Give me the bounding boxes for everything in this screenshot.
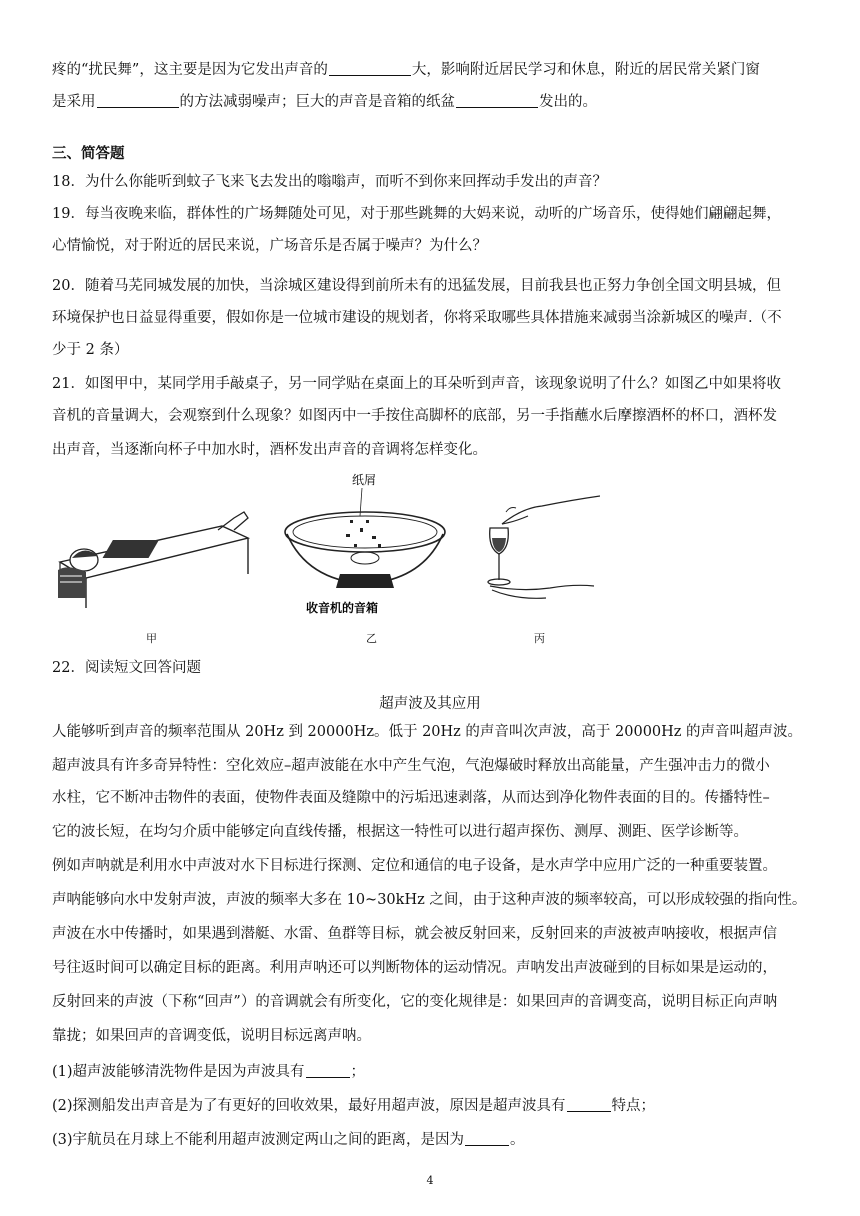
article-title: 超声波及其应用 bbox=[379, 696, 481, 712]
q17-text-2a: 是采用 bbox=[52, 94, 96, 110]
question-20-line-2: 环境保护也日益显得重要，假如你是一位城市建设的规划者，你将采取哪些具体措施来减弱当涂新城区的噪声.（不 bbox=[52, 310, 782, 326]
sub-question-2-end: 特点； bbox=[611, 1098, 656, 1114]
answer-blank-2[interactable] bbox=[567, 1097, 611, 1112]
article-line: 声波在水中传播时，如果遇到潜艇、水雷、鱼群等目标，就会被反射回来，反射回来的声波被声呐接收，根据声信 bbox=[52, 926, 777, 942]
q17-text-1b: 大，影响附近居民学习和休息，附近的居民常关紧门窗 bbox=[411, 62, 760, 78]
article-line: 它的波长短，在均匀介质中能够定向直线传播，根据这一特性可以进行超声探伤、测厚、测距、医学诊断等。 bbox=[52, 824, 748, 840]
sub-question-2 bbox=[52, 1096, 655, 1116]
figure-jia-table-illustration bbox=[52, 500, 252, 610]
sub-question-1-text: (1)超声波能够清洗物件是因为声波具有 bbox=[52, 1064, 305, 1080]
article-line: 例如声呐就是利用水中声波对水下目标进行探测、定位和通信的电子设备，是水声学中应用广泛的一种重要装置。 bbox=[52, 858, 777, 874]
caption-jia: 甲 bbox=[146, 632, 157, 645]
figure-yi-speaker-illustration bbox=[280, 472, 450, 622]
question-19-line-2: 心情愉悦，对于附近的居民来说，广场音乐是否属于噪声？为什么？ bbox=[52, 238, 487, 254]
sub-question-1-end: ； bbox=[350, 1064, 366, 1080]
question-20-line-3: 少于 2 条） bbox=[52, 342, 129, 358]
article-line: 人能够听到声音的频率范围从 20Hz 到 20000Hz。低于 20Hz 的声音叫次声波，高于 20000Hz 的声音叫超声波。 bbox=[52, 724, 803, 740]
label-radio-speaker: 收音机的音箱 bbox=[306, 601, 379, 615]
article-line: 靠拢；如果回声的音调变低，说明目标远离声呐。 bbox=[52, 1028, 371, 1044]
sub-question-1 bbox=[52, 1062, 365, 1082]
answer-blank-loudness[interactable] bbox=[329, 61, 411, 76]
answer-blank-3[interactable] bbox=[465, 1131, 509, 1146]
question-21-line-1: 21．如图甲中，某同学用手敲桌子，另一同学贴在桌面上的耳朵听到声音，该现象说明了什么？如图乙中如果将收 bbox=[52, 376, 781, 392]
sub-question-2-text: (2)探测船发出声音是为了有更好的回收效果，最好用超声波，原因是超声波具有 bbox=[52, 1098, 566, 1114]
q17-text-2b: 的方法减弱噪声；巨大的声音是音箱的纸盆 bbox=[179, 94, 455, 110]
sub-question-3-end: 。 bbox=[510, 1132, 525, 1148]
question-21-line-2: 音机的音量调大，会观察到什么现象？如图丙中一手按住高脚杯的底部，另一手指蘸水后摩擦酒杯的杯口，酒杯发 bbox=[52, 408, 777, 424]
answer-blank-vibration[interactable] bbox=[456, 93, 538, 108]
question-19-line-1: 19．每当夜晚来临，群体性的广场舞随处可见，对于那些跳舞的大妈来说，动听的广场音乐，使得她们翩翩起舞， bbox=[52, 206, 781, 222]
sub-question-3 bbox=[52, 1130, 525, 1150]
q17-line-2 bbox=[52, 92, 597, 112]
question-22-title: 22．阅读短文回答问题 bbox=[52, 660, 201, 676]
article-line: 水柱，它不断冲击物件的表面，使物件表面及缝隙中的污垢迅速剥落，从而达到净化物件表面的目的。传播特性– bbox=[52, 790, 770, 806]
article-line: 反射回来的声波（下称“回声”）的音调就会有所变化，它的变化规律是：如果回声的音调变高，说明目标正向声呐 bbox=[52, 994, 778, 1010]
article-line: 声呐能够向水中发射声波，声波的频率大多在 10~30kHz 之间，由于这种声波的频率较高，可以形成较强的指向性。 bbox=[52, 892, 807, 908]
q17-text-1a: 疼的“扰民舞”，这主要是因为它发出声音的 bbox=[52, 62, 328, 78]
question-21-line-3: 出声音，当逐渐向杯子中加水时，酒杯发出声音的音调将怎样变化。 bbox=[52, 442, 487, 458]
figure-bing-wine-glass-illustration bbox=[480, 494, 600, 604]
sub-question-3-text: (3)宇航员在月球上不能利用超声波测定两山之间的距离，是因为 bbox=[52, 1132, 465, 1148]
answer-blank-1[interactable] bbox=[306, 1063, 350, 1078]
caption-yi: 乙 bbox=[366, 632, 377, 645]
caption-bing: 丙 bbox=[534, 632, 545, 645]
q17-line-1 bbox=[52, 60, 760, 80]
question-20-line-1: 20．随着马芜同城发展的加快，当涂城区建设得到前所未有的迅猛发展，目前我县也正努力争创全国文明县城，但 bbox=[52, 278, 781, 294]
question-18: 18．为什么你能听到蚊子飞来飞去发出的嗡嗡声，而听不到你来回挥动手发出的声音？ bbox=[52, 174, 607, 190]
label-paper-scraps: 纸屑 bbox=[352, 473, 377, 487]
answer-blank-method[interactable] bbox=[97, 93, 179, 108]
page-number: 4 bbox=[426, 1174, 434, 1187]
article-line: 超声波具有许多奇异特性：空化效应–超声波能在水中产生气泡，气泡爆破时释放出高能量，产生强冲击力的微小 bbox=[52, 758, 770, 774]
article-line: 号往返时间可以确定目标的距离。利用声呐还可以判断物体的运动情况。声呐发出声波碰到的目标如果是运动的， bbox=[52, 960, 777, 976]
q17-text-2c: 发出的。 bbox=[539, 94, 597, 110]
section-title: 三、简答题 bbox=[52, 145, 125, 162]
